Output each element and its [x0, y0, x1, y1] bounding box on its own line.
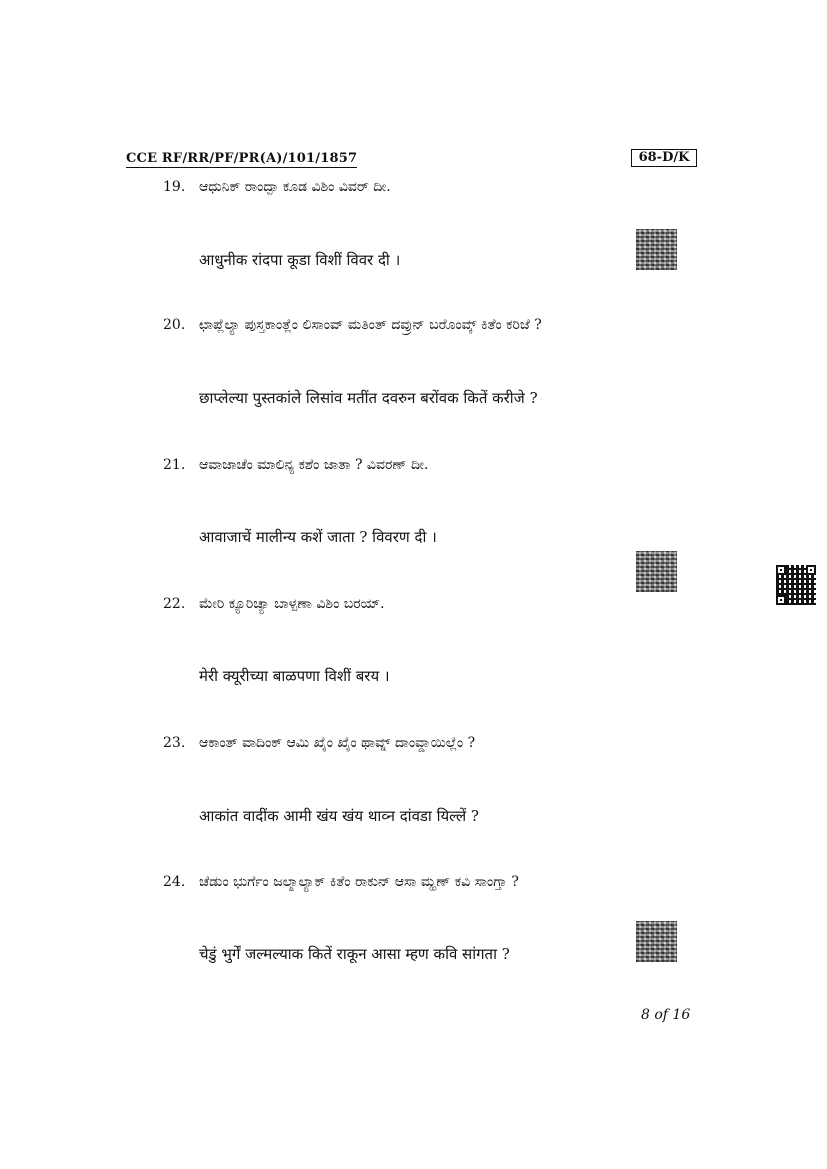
question-text-devanagari: मेरी क्यूरीच्या बाळपणा विशीं बरय । — [199, 667, 390, 685]
exam-code: CCE RF/RR/PF/PR(A)/101/1857 — [126, 151, 358, 166]
paper-code-box: 68-D/K — [631, 149, 697, 167]
answer-code-image — [636, 229, 677, 270]
question-text-devanagari: छाप्लेल्या पुस्तकांले लिसांव मतींत दवरुन बरोंवक कितें करीजे ? — [199, 389, 538, 407]
question-number: 21. — [163, 457, 186, 473]
question-number: 23. — [163, 735, 186, 751]
qr-code-image — [776, 565, 816, 605]
question-text-kannada: ಮೇರಿ ಕ್ಯೂರಿಚ್ಯಾ ಬಾಳ್ಪಣಾ ವಿಶಿಂ ಬರಯ್. — [199, 596, 385, 612]
answer-code-image — [636, 551, 677, 592]
question-text-kannada: ಆಧುನಿಕ್ ರಾಂದ್ಪಾ ಕೂಡ ವಿಶಿಂ ವಿವರ್ ದೀ. — [199, 179, 391, 195]
qr-finder-mark — [776, 595, 786, 605]
question-text-devanagari: आवाजाचें मालीन्य कशें जाता ? विवरण दी । — [199, 528, 437, 546]
question-text-devanagari: आधुनीक रांदपा कूडा विशीं विवर दी । — [199, 251, 401, 269]
question-number: 19. — [163, 179, 186, 195]
question-text-kannada: ಛಾಪ್ಲೆಲ್ಯಾ ಪುಸ್ತಕಾಂತ್ಲೆಂ ಲಿಸಾಂವ್ ಮತಿಂತ್ ದವ್ರುನ್ ಬರೊಂವ್ಕ್ ಕಿತೆಂ ಕರಿಜೆ ? — [199, 317, 542, 333]
qr-finder-mark — [776, 565, 786, 575]
question-text-devanagari: आकांत वादींक आमी खंय खंय थाव्न दांवडा यिल्लें ? — [199, 807, 479, 825]
question-text-kannada: ಆವಾಜಾಚೆಂ ಮಾಲಿನ್ಯ ಕಶೆಂ ಜಾತಾ ? ವಿವರಣ್ ದೀ. — [199, 457, 429, 473]
question-text-devanagari: चेडुं भुर्गें जल्मल्याक कितें राकून आसा म्हण कवि सांगता ? — [199, 945, 510, 963]
question-number: 20. — [163, 317, 186, 333]
question-number: 24. — [163, 874, 186, 890]
question-text-kannada: ಚೆಡುಂ ಭುರ್ಗೆಂ ಜಲ್ಮಾಲ್ಯಾಕ್ ಕಿತೆಂ ರಾಕುನ್ ಆಸಾ ಮ್ಹಣ್ ಕವಿ ಸಾಂಗ್ತಾ ? — [199, 874, 519, 890]
question-text-kannada: ಆಕಾಂತ್ ವಾದಿಂಕ್ ಆಮಿ ಖೈಂ ಖೈಂ ಥಾವ್ನ್ ದಾಂವ್ಡಾಯಿಲ್ಲೆಂ ? — [199, 735, 476, 751]
qr-finder-mark — [806, 565, 816, 575]
page-number: 8 of 16 — [641, 1007, 691, 1023]
answer-code-image — [636, 921, 677, 962]
question-number: 22. — [163, 596, 186, 612]
